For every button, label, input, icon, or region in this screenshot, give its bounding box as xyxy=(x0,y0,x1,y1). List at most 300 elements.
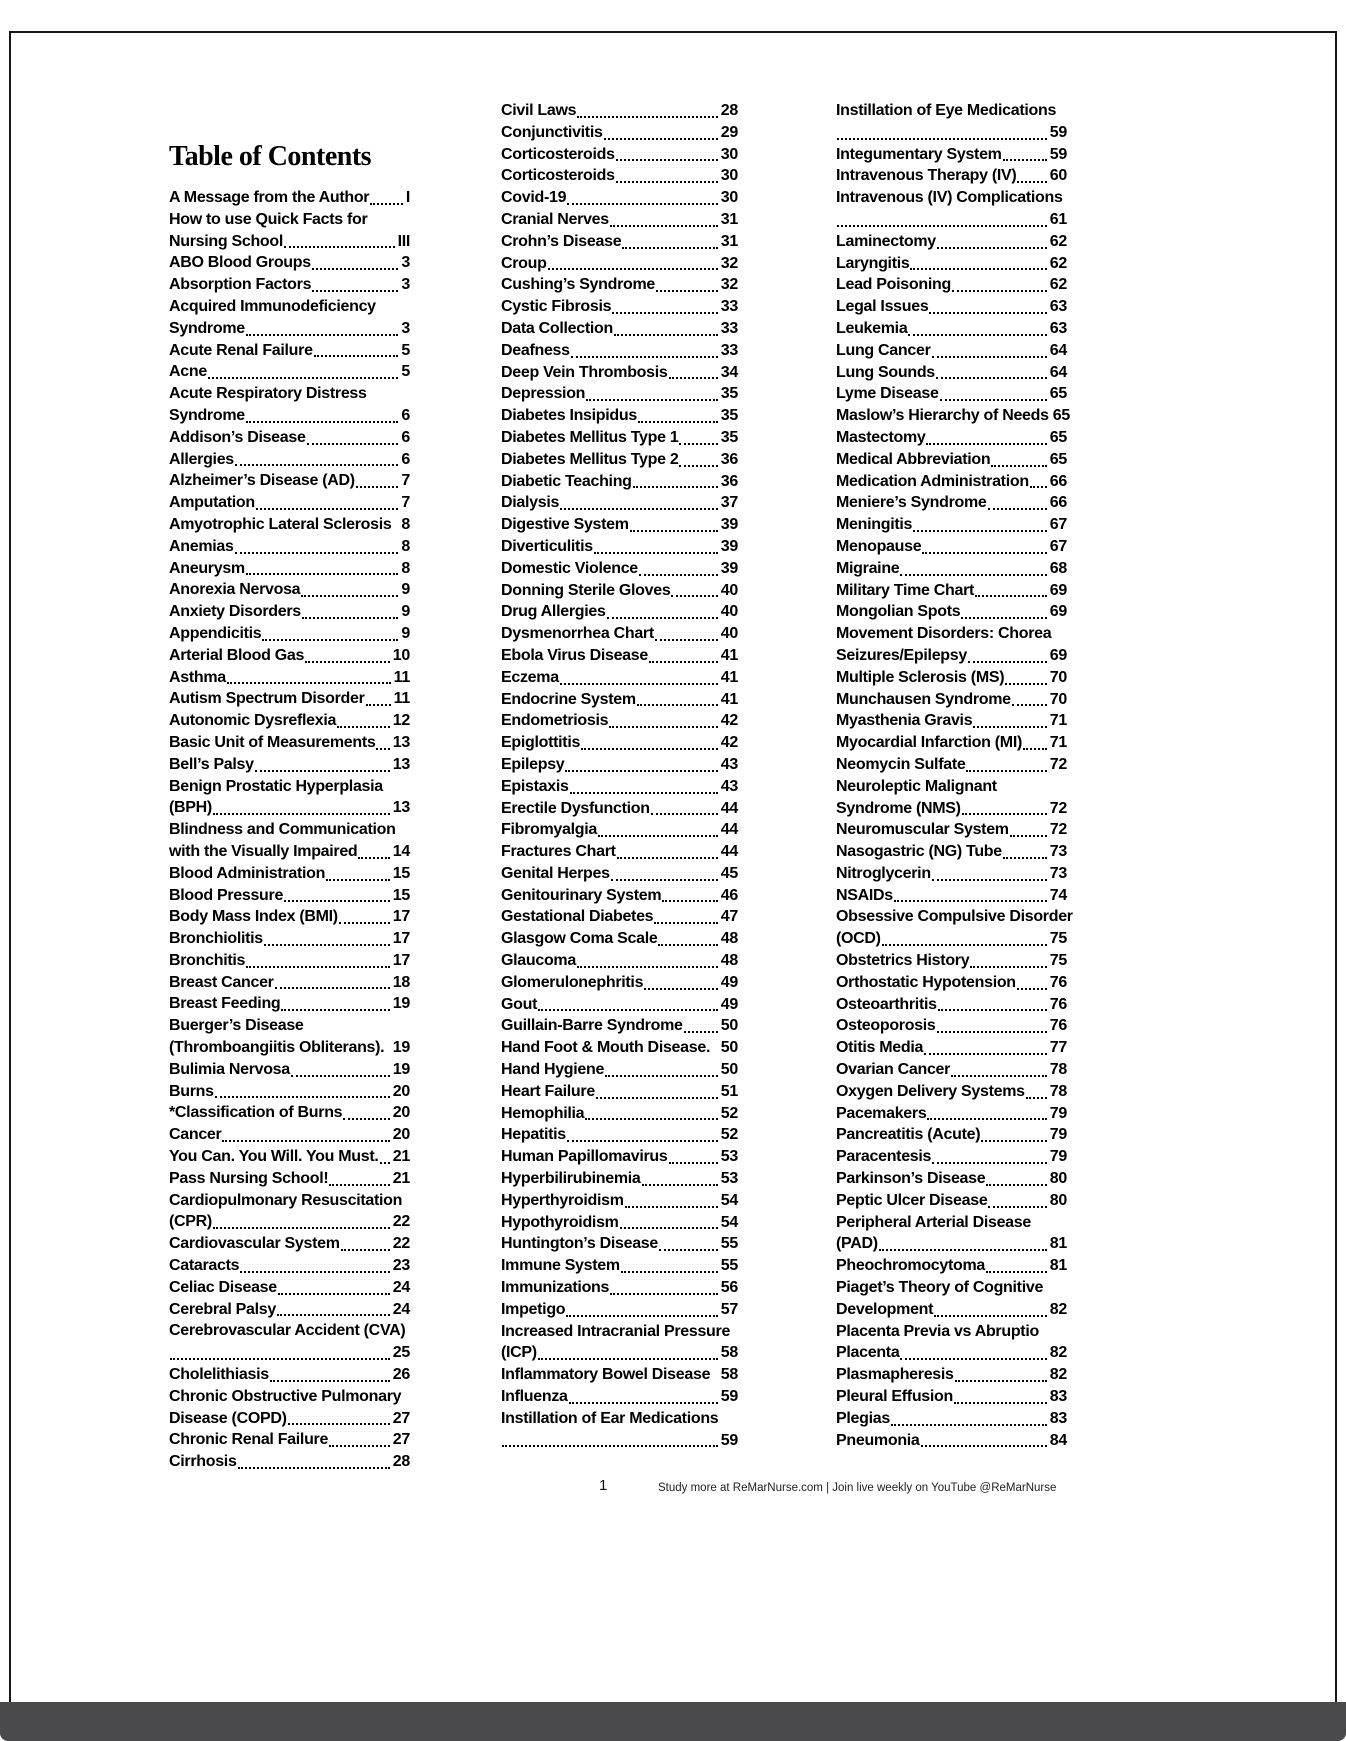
dot-leader xyxy=(609,726,718,728)
toc-entry-label: Osteoporosis xyxy=(836,1017,936,1035)
toc-entry-label: Lyme Disease xyxy=(836,385,939,403)
dot-leader xyxy=(621,1271,718,1273)
toc-entry xyxy=(169,885,410,907)
dot-leader xyxy=(284,900,390,902)
toc-entry xyxy=(169,1342,410,1364)
dot-leader xyxy=(380,1162,390,1164)
toc-entry xyxy=(836,667,1067,689)
toc-entry-label: Military Time Chart xyxy=(836,581,975,599)
toc-page-number: 54 xyxy=(720,1213,738,1231)
toc-page-number: 50 xyxy=(720,1039,738,1057)
toc-entry-label: Human Papillomavirus xyxy=(501,1148,668,1166)
toc-entry xyxy=(836,645,1067,667)
toc-page-number: 3 xyxy=(401,254,410,272)
toc-page-number: 47 xyxy=(720,908,738,926)
toc-page-number: 79 xyxy=(1049,1104,1067,1122)
toc-page-number: 8 xyxy=(401,559,410,577)
toc-entry-label: Syndrome xyxy=(169,406,245,424)
toc-page-number: 25 xyxy=(392,1344,410,1362)
toc-entry xyxy=(169,1408,410,1430)
toc-entry xyxy=(836,405,1070,427)
toc-page-number: 82 xyxy=(1049,1344,1067,1362)
toc-entry-label: Laminectomy xyxy=(836,232,936,250)
toc-entry-label: Amputation xyxy=(169,494,255,512)
toc-page-number: 20 xyxy=(392,1082,410,1100)
toc-page-number: 76 xyxy=(1049,995,1067,1013)
toc-entry xyxy=(836,1342,1067,1364)
toc-entry xyxy=(501,906,738,928)
toc-entry-label: Pheochromocytoma xyxy=(836,1257,986,1275)
toc-entry-label: Hypothyroidism xyxy=(501,1213,619,1231)
toc-entry-label: Corticosteroids xyxy=(501,167,615,185)
toc-entry xyxy=(836,165,1067,187)
toc-entry xyxy=(836,1124,1067,1146)
dot-leader xyxy=(343,1118,390,1120)
toc-entry-label: Disease (COPD) xyxy=(169,1409,287,1427)
dot-leader xyxy=(616,181,718,183)
toc-entry xyxy=(169,993,410,1015)
toc-entry-label: Autonomic Dysreflexia xyxy=(169,712,337,730)
dot-leader xyxy=(611,879,718,881)
toc-entry xyxy=(501,362,738,384)
dot-leader xyxy=(577,116,718,118)
toc-entry xyxy=(836,100,1067,122)
toc-entry xyxy=(169,1277,410,1299)
toc-entry xyxy=(501,710,738,732)
toc-entry-label: Domestic Violence xyxy=(501,559,638,577)
toc-page-number: 8 xyxy=(401,537,410,555)
toc-entry-label: Cirrhosis xyxy=(169,1453,237,1471)
page-title: Table of Contents xyxy=(169,141,372,172)
dot-leader xyxy=(637,704,718,706)
toc-entry xyxy=(836,536,1067,558)
toc-page-number: 35 xyxy=(720,407,738,425)
toc-entry-label: Lead Poisoning xyxy=(836,276,951,294)
toc-entry-label: (BPH) xyxy=(169,799,212,817)
dot-leader xyxy=(908,334,1046,336)
toc-entry-label: Hand Hygiene xyxy=(501,1061,605,1079)
dot-leader xyxy=(264,944,390,946)
toc-page-number: 17 xyxy=(392,951,410,969)
toc-entry xyxy=(836,1081,1067,1103)
dot-leader xyxy=(1003,857,1047,859)
dot-leader xyxy=(940,399,1047,401)
toc-entry xyxy=(836,863,1067,885)
toc-entry-label: Amyotrophic Lateral Sclerosis xyxy=(169,515,392,533)
toc-entry xyxy=(501,754,738,776)
toc-entry-label: Placenta xyxy=(836,1344,900,1362)
toc-entry-label: Endocrine System xyxy=(501,690,636,708)
dot-leader xyxy=(973,726,1046,728)
toc-entry xyxy=(836,580,1067,602)
dot-leader xyxy=(291,1075,390,1077)
toc-page-number: 40 xyxy=(720,625,738,643)
toc-entry-label: Myasthenia Gravis xyxy=(836,712,973,730)
dot-leader xyxy=(882,944,1047,946)
toc-page-number: 24 xyxy=(392,1278,410,1296)
toc-page-number: 79 xyxy=(1049,1126,1067,1144)
toc-entry-label: Peripheral Arterial Disease xyxy=(836,1213,1031,1231)
toc-page-number: 71 xyxy=(1049,712,1067,730)
toc-page-number: 10 xyxy=(392,646,410,664)
dot-leader xyxy=(594,552,718,554)
toc-entry xyxy=(169,1081,410,1103)
toc-page-number: 75 xyxy=(1049,952,1067,970)
toc-entry-label: Paracentesis xyxy=(836,1148,932,1166)
toc-entry-label: Diabetic Teaching xyxy=(501,472,632,490)
toc-entry-label: Orthostatic Hypotension xyxy=(836,973,1016,991)
toc-page-number: 19 xyxy=(392,995,410,1013)
dot-leader xyxy=(879,1249,1047,1251)
dot-leader xyxy=(659,1249,718,1251)
toc-page-number: 81 xyxy=(1049,1257,1067,1275)
toc-entry-label: How to use Quick Facts for xyxy=(169,210,368,228)
toc-entry xyxy=(169,1211,410,1233)
toc-entry xyxy=(501,1233,738,1255)
toc-entry xyxy=(501,623,738,645)
toc-page-number: 83 xyxy=(1049,1388,1067,1406)
toc-entry xyxy=(169,1015,410,1037)
toc-entry-label: Epiglottitis xyxy=(501,734,581,752)
dot-leader xyxy=(376,748,389,750)
toc-page-number: 82 xyxy=(1049,1300,1067,1318)
dot-leader xyxy=(341,1249,390,1251)
dot-leader xyxy=(610,225,718,227)
toc-entry xyxy=(501,1190,738,1212)
dot-leader xyxy=(208,377,398,379)
toc-entry xyxy=(501,318,738,340)
toc-entry-label: Plegias xyxy=(836,1409,890,1427)
toc-entry xyxy=(501,383,738,405)
toc-page-number: 5 xyxy=(401,363,410,381)
toc-entry-label: Guillain-Barre Syndrome xyxy=(501,1017,683,1035)
dot-leader xyxy=(170,1358,390,1360)
toc-entry-label: Seizures/Epilepsy xyxy=(836,646,967,664)
toc-entry-label: Pass Nursing School! xyxy=(169,1169,329,1187)
dot-leader xyxy=(644,988,718,990)
dot-leader xyxy=(921,1445,1047,1447)
toc-entry xyxy=(169,1059,410,1081)
toc-entry-label: Epilepsy xyxy=(501,755,565,773)
dot-leader xyxy=(955,1380,1047,1382)
toc-entry xyxy=(836,994,1067,1016)
dot-leader xyxy=(329,1184,389,1186)
toc-entry-label: Piaget’s Theory of Cognitive xyxy=(836,1279,1044,1297)
dot-leader xyxy=(312,268,399,270)
toc-entry xyxy=(501,689,738,711)
toc-entry-label: Heart Failure xyxy=(501,1082,595,1100)
toc-entry-label: Gestational Diabetes xyxy=(501,908,654,926)
toc-page-number: 17 xyxy=(392,930,410,948)
toc-page-number: 70 xyxy=(1049,690,1067,708)
toc-entry-label: Inflammatory Bowel Disease xyxy=(501,1366,711,1384)
toc-entry-label: (OCD) xyxy=(836,930,881,948)
dot-leader xyxy=(679,443,717,445)
toc-entry xyxy=(836,1408,1067,1430)
toc-page-number: 46 xyxy=(720,886,738,904)
dot-leader xyxy=(656,290,718,292)
toc-page-number: 19 xyxy=(392,1039,410,1057)
dot-leader xyxy=(1017,181,1046,183)
dot-leader xyxy=(639,574,718,576)
toc-entry-label: Bell’s Palsy xyxy=(169,755,254,773)
toc-entry-label: Cataracts xyxy=(169,1257,240,1275)
toc-page-number: 51 xyxy=(720,1082,738,1100)
toc-entry xyxy=(169,1124,410,1146)
toc-entry xyxy=(169,1168,410,1190)
toc-entry-label: Buerger’s Disease xyxy=(169,1017,304,1035)
dot-leader xyxy=(586,399,718,401)
dot-leader xyxy=(1030,486,1047,488)
toc-entry xyxy=(836,274,1067,296)
toc-entry-label: Allergies xyxy=(169,450,234,468)
toc-page-number: 66 xyxy=(1049,494,1067,512)
toc-page-number: 54 xyxy=(720,1191,738,1209)
toc-entry-label: Glomerulonephritis xyxy=(501,973,644,991)
toc-entry-label: Syndrome (NMS) xyxy=(836,799,961,817)
toc-page-number: 53 xyxy=(720,1170,738,1188)
toc-entry xyxy=(836,122,1067,144)
toc-page-number: 62 xyxy=(1049,276,1067,294)
dot-leader xyxy=(988,508,1047,510)
dot-leader xyxy=(952,290,1047,292)
dot-leader xyxy=(913,530,1047,532)
toc-entry xyxy=(169,514,410,536)
dot-leader xyxy=(932,1162,1047,1164)
dot-leader xyxy=(610,1293,718,1295)
toc-entry xyxy=(501,601,738,623)
dot-leader xyxy=(235,552,399,554)
toc-page-number: 62 xyxy=(1049,254,1067,272)
toc-page-number: 62 xyxy=(1049,232,1067,250)
toc-entry xyxy=(501,885,738,907)
toc-entry-label: Lung Sounds xyxy=(836,363,935,381)
dot-leader xyxy=(577,966,718,968)
toc-entry xyxy=(169,906,410,928)
toc-entry-label: Mastectomy xyxy=(836,428,926,446)
toc-entry-label: Instillation of Ear Medications xyxy=(501,1409,719,1427)
dot-leader xyxy=(954,1402,1047,1404)
dot-leader xyxy=(256,508,399,510)
toc-entry xyxy=(501,144,738,166)
toc-entry xyxy=(169,863,410,885)
dot-leader xyxy=(571,356,718,358)
toc-entry-label: Meniere’s Syndrome xyxy=(836,494,987,512)
toc-page-number: 37 xyxy=(720,494,738,512)
toc-entry-label: Digestive System xyxy=(501,516,629,534)
toc-entry xyxy=(836,383,1067,405)
toc-page-number: 11 xyxy=(393,690,410,708)
toc-entry-label: Bulimia Nervosa xyxy=(169,1060,290,1078)
dot-leader xyxy=(922,552,1046,554)
toc-entry xyxy=(169,1320,410,1342)
toc-entry xyxy=(836,340,1067,362)
toc-entry xyxy=(836,1321,1067,1343)
dot-leader xyxy=(570,792,718,794)
toc-page-number: 63 xyxy=(1049,319,1067,337)
dot-leader xyxy=(581,748,718,750)
dot-leader xyxy=(288,1423,390,1425)
dot-leader xyxy=(314,355,399,357)
dot-leader xyxy=(638,421,718,423)
toc-entry xyxy=(836,885,1067,907)
toc-entry-label: Drug Allergies xyxy=(501,603,606,621)
toc-entry-label: Maslow’s Hierarchy of Needs xyxy=(836,407,1049,425)
dot-leader xyxy=(235,464,399,466)
dot-leader xyxy=(616,159,718,161)
toc-entry-label: Nitroglycerin xyxy=(836,864,931,882)
toc-page-number: 35 xyxy=(720,428,738,446)
toc-entry xyxy=(501,645,738,667)
toc-entry-label: Basic Unit of Measurements xyxy=(169,733,376,751)
toc-page-number: 35 xyxy=(720,385,738,403)
toc-entry-label: Influenza xyxy=(501,1388,568,1406)
dot-leader xyxy=(538,1358,718,1360)
toc-entry-label: Hand Foot & Mouth Disease. xyxy=(501,1039,711,1057)
toc-entry-label: Covid-19 xyxy=(501,189,567,207)
toc-entry xyxy=(169,340,410,362)
dot-leader xyxy=(651,813,718,815)
toc-entry xyxy=(501,1277,738,1299)
toc-entry-label: Cushing’s Syndrome xyxy=(501,276,656,294)
dot-leader xyxy=(938,1009,1047,1011)
toc-column-1 xyxy=(169,140,410,1473)
toc-entry xyxy=(501,1015,738,1037)
dot-leader xyxy=(604,138,718,140)
toc-page-number: 72 xyxy=(1049,799,1067,817)
toc-page-number: 6 xyxy=(401,406,410,424)
toc-entry xyxy=(169,1429,410,1451)
toc-page-number: 9 xyxy=(401,603,410,621)
toc-entry-label: Diabetes Mellitus Type 1 xyxy=(501,428,679,446)
dot-leader xyxy=(569,1402,718,1404)
toc-entry xyxy=(501,187,738,209)
toc-page-number: 21 xyxy=(392,1148,410,1166)
toc-entry-label: Appendicitis xyxy=(169,624,262,642)
toc-entry-label: (Thromboangiitis Obliterans). xyxy=(169,1039,385,1057)
dot-leader xyxy=(548,268,718,270)
dot-leader xyxy=(301,595,398,597)
toc-entry xyxy=(501,274,738,296)
dot-leader xyxy=(986,1184,1046,1186)
toc-entry-label: Huntington’s Disease xyxy=(501,1235,658,1253)
dot-leader xyxy=(924,1053,1047,1055)
dot-leader xyxy=(565,770,717,772)
toc-entry-label: Instillation of Eye Medications xyxy=(836,102,1057,119)
dot-leader xyxy=(986,1271,1047,1273)
toc-entry-label: Addison’s Disease xyxy=(169,428,306,446)
toc-entry-label: Pneumonia xyxy=(836,1431,920,1449)
toc-entry xyxy=(169,732,410,754)
toc-page-number: 36 xyxy=(720,472,738,490)
toc-page-number: 15 xyxy=(392,864,410,882)
toc-page-number: 22 xyxy=(392,1235,410,1253)
toc-entry-label: Medical Abbreviation xyxy=(836,450,991,468)
toc-page-number: 83 xyxy=(1049,1409,1067,1427)
toc-entry-label: Impetigo xyxy=(501,1300,566,1318)
toc-entry-label: Intravenous (IV) Complications xyxy=(836,189,1063,207)
dot-leader xyxy=(302,617,399,619)
toc-entry xyxy=(169,187,410,209)
toc-entry xyxy=(836,1146,1067,1168)
toc-entry-label: Deafness xyxy=(501,341,570,359)
toc-entry-label: Glaucoma xyxy=(501,952,576,970)
toc-entry-label: Nasogastric (NG) Tube xyxy=(836,843,1002,861)
dot-leader xyxy=(968,661,1047,663)
toc-entry-label: Immune System xyxy=(501,1257,620,1275)
toc-entry xyxy=(836,1059,1067,1081)
toc-page-number: 52 xyxy=(720,1126,738,1144)
toc-entry xyxy=(501,1364,738,1386)
dot-leader xyxy=(238,1467,390,1469)
toc-entry xyxy=(501,928,738,950)
toc-page-number: 64 xyxy=(1049,341,1067,359)
toc-page-number: 6 xyxy=(401,450,410,468)
toc-entry xyxy=(501,122,738,144)
toc-entry xyxy=(836,732,1067,754)
toc-entry xyxy=(501,950,738,972)
toc-entry xyxy=(501,863,738,885)
toc-entry xyxy=(836,1168,1067,1190)
toc-page-number: 59 xyxy=(720,1388,738,1406)
dot-leader xyxy=(837,225,1047,227)
toc-page-number: 3 xyxy=(401,319,410,337)
toc-entry xyxy=(169,1233,410,1255)
toc-entry xyxy=(169,536,410,558)
dot-leader xyxy=(502,1445,718,1447)
toc-entry xyxy=(501,449,738,471)
toc-entry xyxy=(501,972,738,994)
toc-page-number: I xyxy=(405,189,410,206)
dot-leader xyxy=(684,1031,718,1033)
toc-page-number: 3 xyxy=(401,276,410,294)
toc-entry-label: Migraine xyxy=(836,559,900,577)
toc-page-number: 56 xyxy=(720,1279,738,1297)
toc-entry xyxy=(836,754,1067,776)
toc-page-number: 41 xyxy=(720,690,738,708)
dot-leader xyxy=(910,268,1046,270)
dot-leader xyxy=(305,661,390,663)
dot-leader xyxy=(630,530,718,532)
dot-leader xyxy=(337,726,390,728)
toc-page-number: 78 xyxy=(1049,1082,1067,1100)
toc-page-number: 45 xyxy=(720,864,738,882)
dot-leader xyxy=(277,1314,390,1316)
toc-entry xyxy=(169,1386,410,1408)
toc-page-number: 76 xyxy=(1049,973,1067,991)
toc-entry xyxy=(169,449,410,471)
toc-entry-label: Myocardial Infarction (MI) xyxy=(836,734,1022,752)
toc-page-number: 77 xyxy=(1049,1039,1067,1057)
toc-entry-label: Movement Disorders: Chorea xyxy=(836,625,1052,643)
toc-entry xyxy=(169,1299,410,1321)
toc-entry xyxy=(836,318,1067,340)
toc-entry-label: Oxygen Delivery Systems xyxy=(836,1082,1025,1100)
toc-page-number: 48 xyxy=(720,952,738,970)
toc-page-number: 65 xyxy=(1049,450,1067,468)
dot-leader xyxy=(1023,748,1047,750)
toc-entry xyxy=(836,1233,1067,1255)
toc-page-number: 53 xyxy=(720,1148,738,1166)
toc-page-number: 27 xyxy=(392,1409,410,1427)
toc-entry-label: Parkinson’s Disease xyxy=(836,1170,986,1188)
toc-entry xyxy=(169,252,410,274)
toc-entry-label: Placenta Previa vs Abruptio xyxy=(836,1322,1039,1340)
toc-entry xyxy=(169,427,410,449)
dot-leader xyxy=(607,617,718,619)
toc-entry-label: Obsessive Compulsive Disorder xyxy=(836,908,1073,926)
toc-page-number: 6 xyxy=(401,428,410,446)
